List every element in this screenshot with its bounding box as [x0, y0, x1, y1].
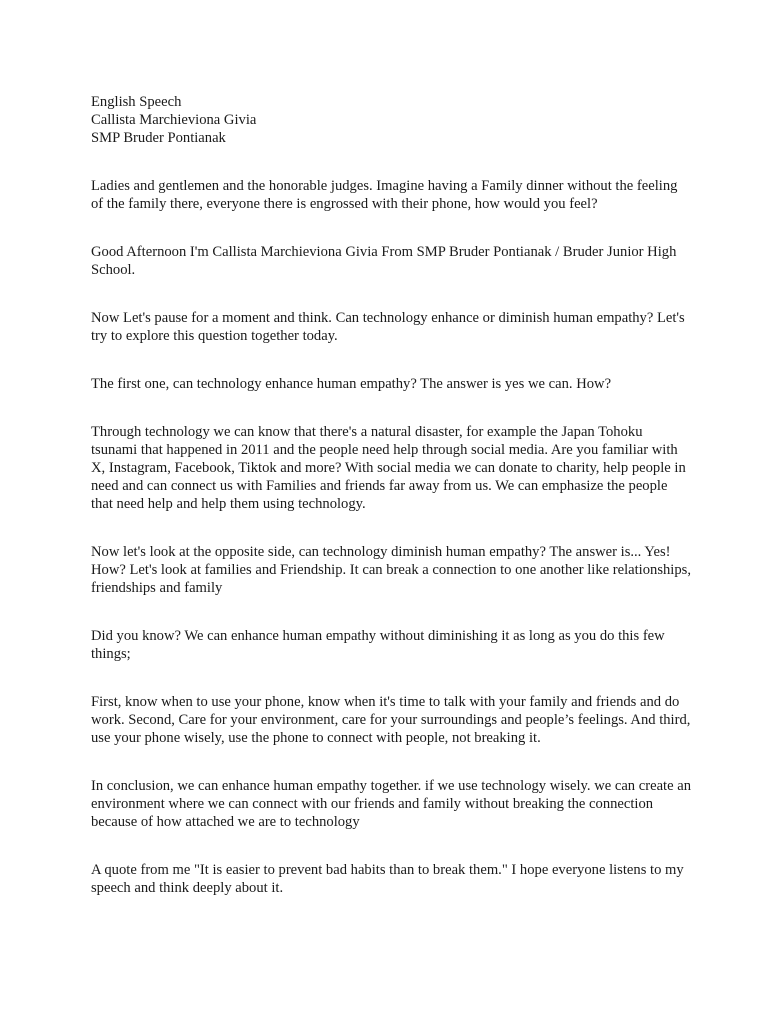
paragraph-first-point: The first one, can technology enhance human empathy? The answer is yes we can. How?	[91, 376, 612, 392]
school-name: SMP Bruder Pontianak	[91, 130, 226, 146]
author-name: Callista Marchieviona Givia	[91, 112, 257, 128]
paragraph-did-you-know: Did you know? We can enhance human empathy without diminishing it as long as you do this few things;	[91, 628, 665, 662]
paragraph-question: Now Let's pause for a moment and think. Can technology enhance or diminish human empathy? Let's try to explore this question together today.	[91, 310, 685, 344]
paragraph-technology-benefits: Through technology we can know that there's a natural disaster, for example the Japan Tohoku tsunami that happened in 2011 and the people need help through social media. Are you familiar with X, Instagram, Facebook, Tiktok and more? With social media we can donate to charity, help people in need and can connect us with Families and friends far away from us. We can emphasize the people that need help and help them using technology.	[91, 424, 686, 512]
speech-content	[91, 93, 691, 897]
document-title: English Speech	[91, 94, 182, 110]
paragraph-quote: A quote from me "It is easier to prevent bad habits than to break them." I hope everyone listens to my speech and think deeply about it.	[91, 862, 684, 896]
paragraph-opposite-side: Now let's look at the opposite side, can technology diminish human empathy? The answer is... Yes! How? Let's look at families and Friendship. It can break a connection to one another like relationships, friendships and family	[91, 544, 691, 596]
paragraph-opening: Ladies and gentlemen and the honorable judges. Imagine having a Family dinner without the feeling of the family there, everyone there is engrossed with their phone, how would you feel?	[91, 178, 678, 212]
paragraph-greeting: Good Afternoon I'm Callista Marchieviona Givia From SMP Bruder Pontianak / Bruder Junior High School.	[91, 244, 677, 278]
paragraph-tips: First, know when to use your phone, know when it's time to talk with your family and friends and do work. Second, Care for your environment, care for your surroundings and people’s feelings. And third, use your phone wisely, use the phone to connect with people, not breaking it.	[91, 694, 691, 746]
paragraph-conclusion: In conclusion, we can enhance human empathy together. if we use technology wisely. we can create an environment where we can connect with our friends and family without breaking the connection because of how attached we are to technology	[91, 778, 692, 830]
